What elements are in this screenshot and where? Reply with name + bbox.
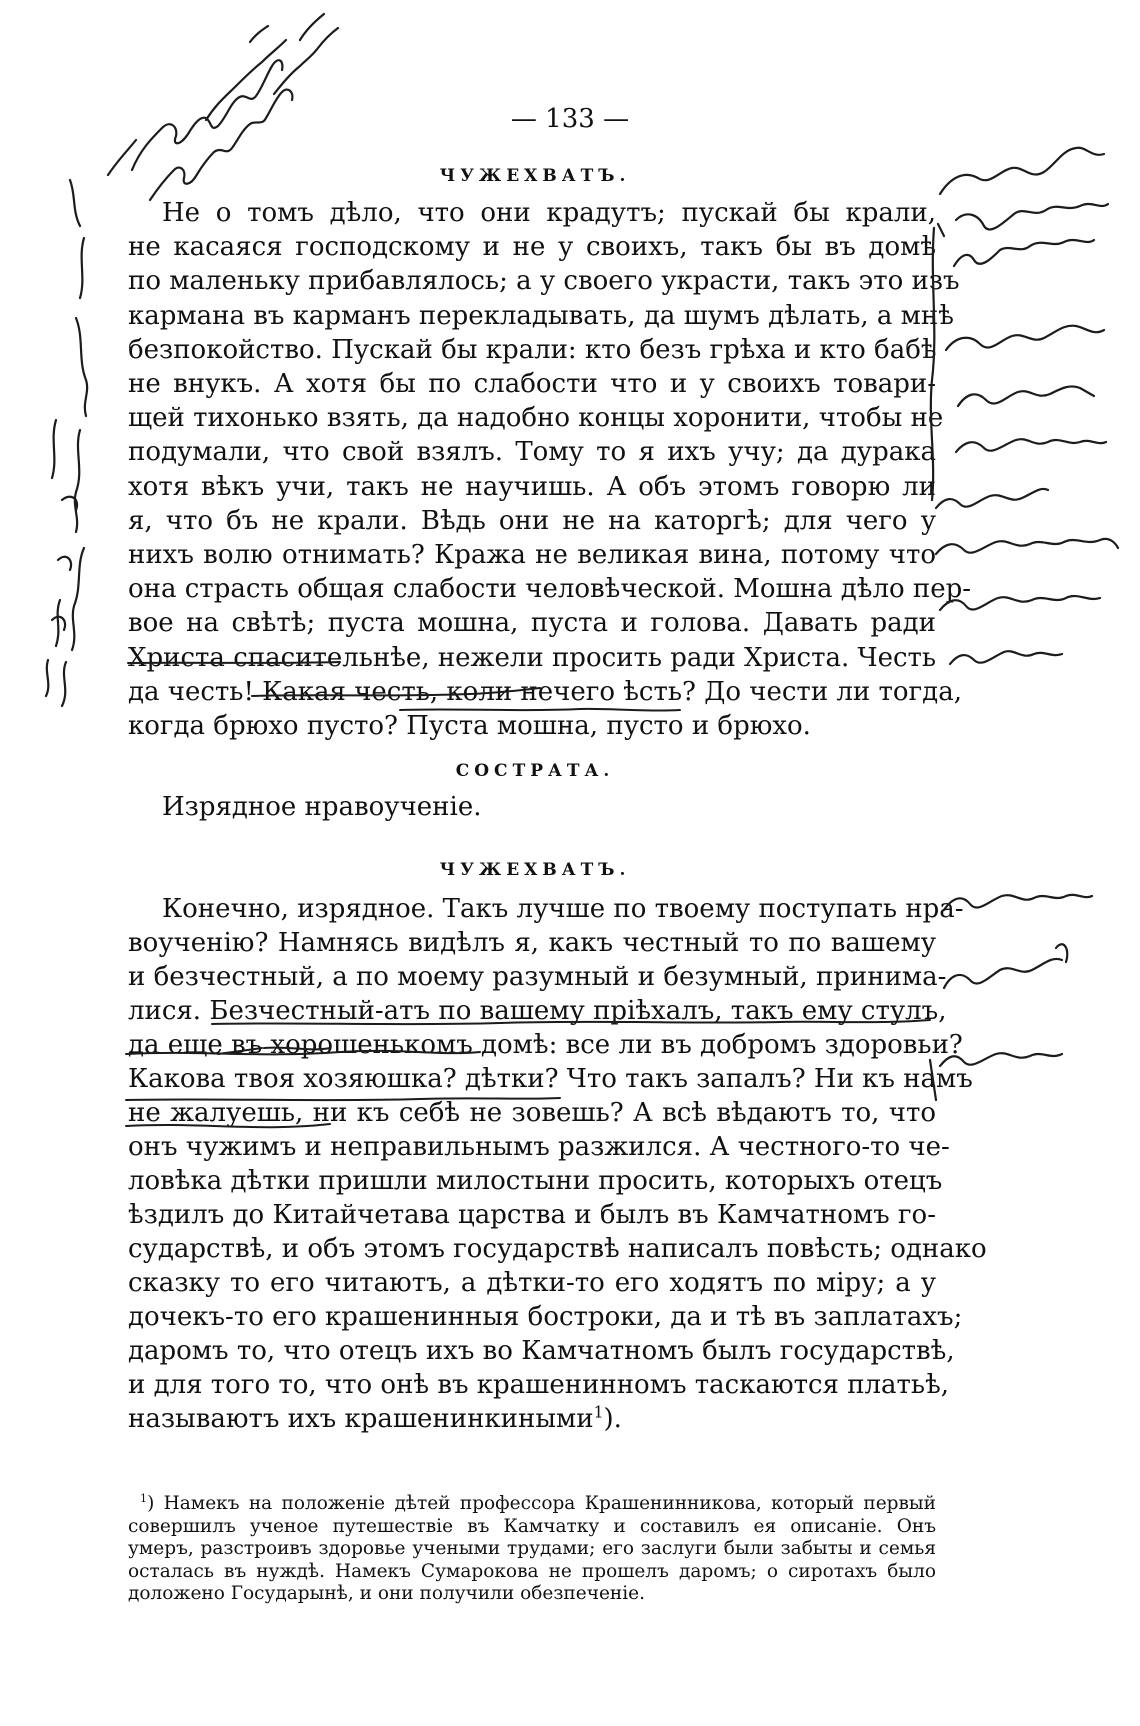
text-line: ловѣка дѣтки пришли милостыни просить, которыхъ отецъ (128, 1166, 943, 1196)
footnote-line (128, 1493, 936, 1516)
speaker-heading: ЧУЖЕХВАТЪ. (439, 166, 631, 186)
text-line: Изрядное нравоученіе. (162, 792, 482, 822)
speech-paragraph (128, 790, 936, 824)
footnote-reference: 1 (593, 1403, 604, 1422)
text-line: Конечно, изрядное. Такъ лучше по твоему поступать нра- (162, 894, 964, 924)
text-line: безпокойство. Пускай бы крали: кто безъ грѣха и кто бабѣ (128, 334, 937, 365)
text-line: кармана въ карманъ перекладывать, да шумъ дѣлать, а мнѣ (128, 300, 954, 331)
text-line: я, что бъ не крали. Вѣдь они не на каторгѣ; для чего у (128, 505, 936, 536)
text-line: ѣздилъ до Китайчетава царства и былъ въ Камчатномъ го- (128, 1200, 936, 1230)
text-line: да еще въ хорошенькомъ домѣ: все ли въ добромъ здоровьи? (128, 1030, 963, 1060)
text-line: и безчестный, а по моему разумный и безумный, принима- (128, 962, 947, 992)
footnote-line: осталась въ нуждѣ. Намекъ Сумарокова не прошелъ даромъ; о сиротахъ было (128, 1560, 936, 1582)
speech-paragraph (128, 196, 972, 743)
text-line-body: называютъ ихъ крашенинкиными (128, 1404, 594, 1434)
speaker-heading: СОСТРАТА. (455, 761, 615, 781)
speech-paragraph (128, 892, 987, 1436)
text-line-suffix: ). (603, 1404, 622, 1434)
text-line: щей тихонько взять, да надобно концы хоронити, чтобы не (128, 403, 944, 434)
footnote-line: умеръ, разстроивъ здоровье учеными трудами; его заслуги были забыты и семья (128, 1538, 936, 1559)
text-line: не жалуешь, ни къ себѣ не зовешь? А всѣ вѣдаютъ то, что (128, 1098, 936, 1128)
speaker-heading: ЧУЖЕХВАТЪ. (439, 860, 631, 880)
text-line: онъ чужимъ и неправильнымъ разжился. А честного-то че- (128, 1132, 950, 1162)
text-line: даромъ то, что отецъ ихъ во Камчатномъ былъ государствѣ, (128, 1336, 955, 1366)
text-line: не внукъ. А хотя бы по слабости что и у своихъ товари- (128, 369, 936, 400)
text-line: хотя вѣкъ учи, такъ не научишь. А объ этомъ говорю ли (128, 471, 936, 502)
text-line: и для того то, что онѣ въ крашенинномъ таскаются платьѣ, (128, 1370, 950, 1400)
text-line: не касаяся господскому и не у своихъ, такъ бы въ домѣ (128, 232, 936, 263)
page-number: — 133 — (510, 104, 630, 134)
text-line: да честь! Какая честь, коли нечего ѣсть? До чести ли тогда, (128, 676, 962, 707)
footnote-line: доложено Государынѣ, и они получили обезпеченіе. (128, 1583, 645, 1604)
text-line: сказку то его читаютъ, а дѣтки-то его ходятъ по міру; а у (128, 1268, 936, 1298)
footnote-line: совершилъ ученое путешествіе въ Камчатку и составилъ ея описаніе. Онъ (128, 1515, 936, 1537)
text-line: вое на свѣтѣ; пуста мошна, пуста и голова. Давать ради (128, 608, 936, 639)
text-line: воученію? Намнясь видѣлъ я, какъ честный то по вашему (128, 928, 936, 958)
text-line: Христа спасительнѣе, нежели просить ради Христа. Честь (128, 642, 937, 673)
text-line: когда брюхо пусто? Пуста мошна, пусто и брюхо. (128, 711, 811, 742)
text-line: по маленьку прибавлялось; а у своего украсти, такъ это изъ (128, 266, 960, 297)
text-line: лися. Безчестный-атъ по вашему пріѣхалъ, такъ ему стулъ, (128, 996, 947, 1026)
text-line: сударствѣ, и объ этомъ государствѣ написалъ повѣсть; однако (128, 1234, 987, 1264)
footnote (128, 1493, 936, 1606)
footnote-marker: 1 (140, 1491, 148, 1505)
text-line: нихъ волю отнимать? Кража не великая вина, потому что (128, 540, 936, 571)
footnote-line-text: ) Намекъ на положеніе дѣтей профессора Крашенинникова, который первый (147, 1493, 936, 1514)
text-line: она страсть общая слабости человѣческой. Мошна дѣло пер- (128, 574, 972, 605)
text-line (128, 1402, 936, 1436)
margin-scribble-left (46, 180, 87, 706)
text-line: подумали, что свой взялъ. Тому то я ихъ учу; да дурака (128, 437, 936, 468)
text-line: Какова твоя хозяюшка? дѣтки? Что такъ запалъ? Ни къ намъ (128, 1064, 973, 1094)
text-line: Не о томъ дѣло, что они крадутъ; пускай бы крали, (162, 198, 936, 228)
text-line: дочекъ-то его крашенинныя бостроки, да и тѣ въ заплатахъ; (128, 1302, 963, 1332)
